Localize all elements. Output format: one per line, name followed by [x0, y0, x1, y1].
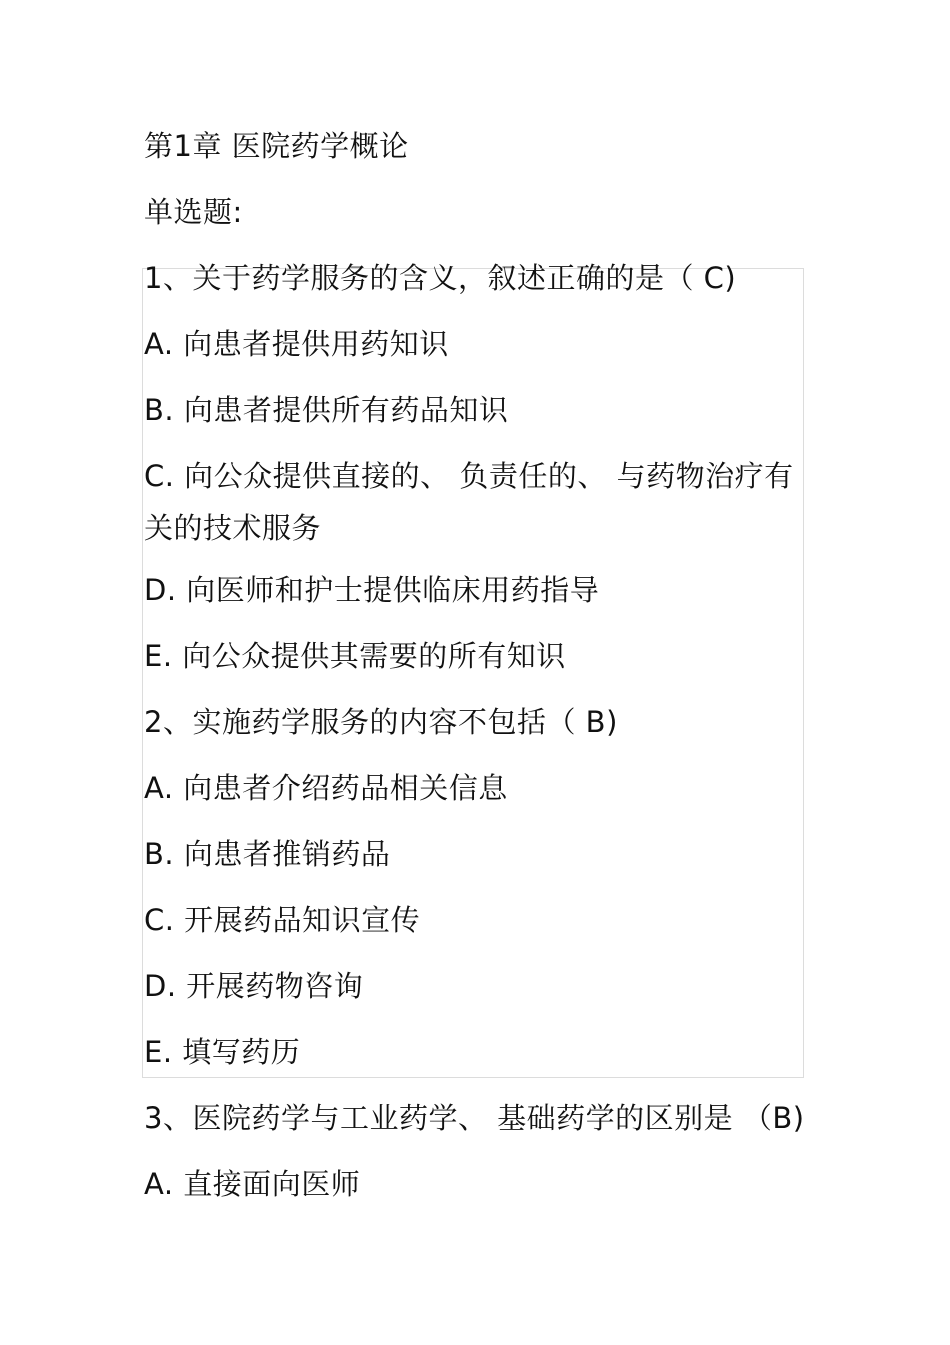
question-2-option-a: A. 向患者介绍药品相关信息 [144, 771, 508, 805]
question-2-stem: 2、实施药学服务的内容不包括（ B) [144, 705, 618, 739]
question-3-option-a: A. 直接面向医师 [144, 1167, 361, 1201]
question-2-option-c: C. 开展药品知识宣传 [144, 903, 421, 937]
question-2-option-d: D. 开展药物咨询 [144, 969, 364, 1003]
question-1-option-e: E. 向公众提供其需要的所有知识 [144, 639, 566, 673]
question-3-stem: 3、医院药学与工业药学、 基础药学的区别是 （B) [144, 1101, 805, 1135]
question-2-option-e: E. 填写药历 [144, 1035, 301, 1069]
question-2-option-b: B. 向患者推销药品 [144, 837, 391, 871]
question-1-option-a: A. 向患者提供用药知识 [144, 327, 449, 361]
chapter-title: 第1章 医院药学概论 [144, 129, 409, 163]
question-1-option-c: C. 向公众提供直接的、 负责任的、 与药物治疗有关的技术服务 [144, 459, 794, 545]
question-1-option-d: D. 向医师和护士提供临床用药指导 [144, 573, 600, 607]
question-1-stem: 1、关于药学服务的含义，叙述正确的是（ C) [144, 261, 737, 295]
question-1-option-b: B. 向患者提供所有药品知识 [144, 393, 509, 427]
section-label: 单选题: [144, 195, 243, 229]
